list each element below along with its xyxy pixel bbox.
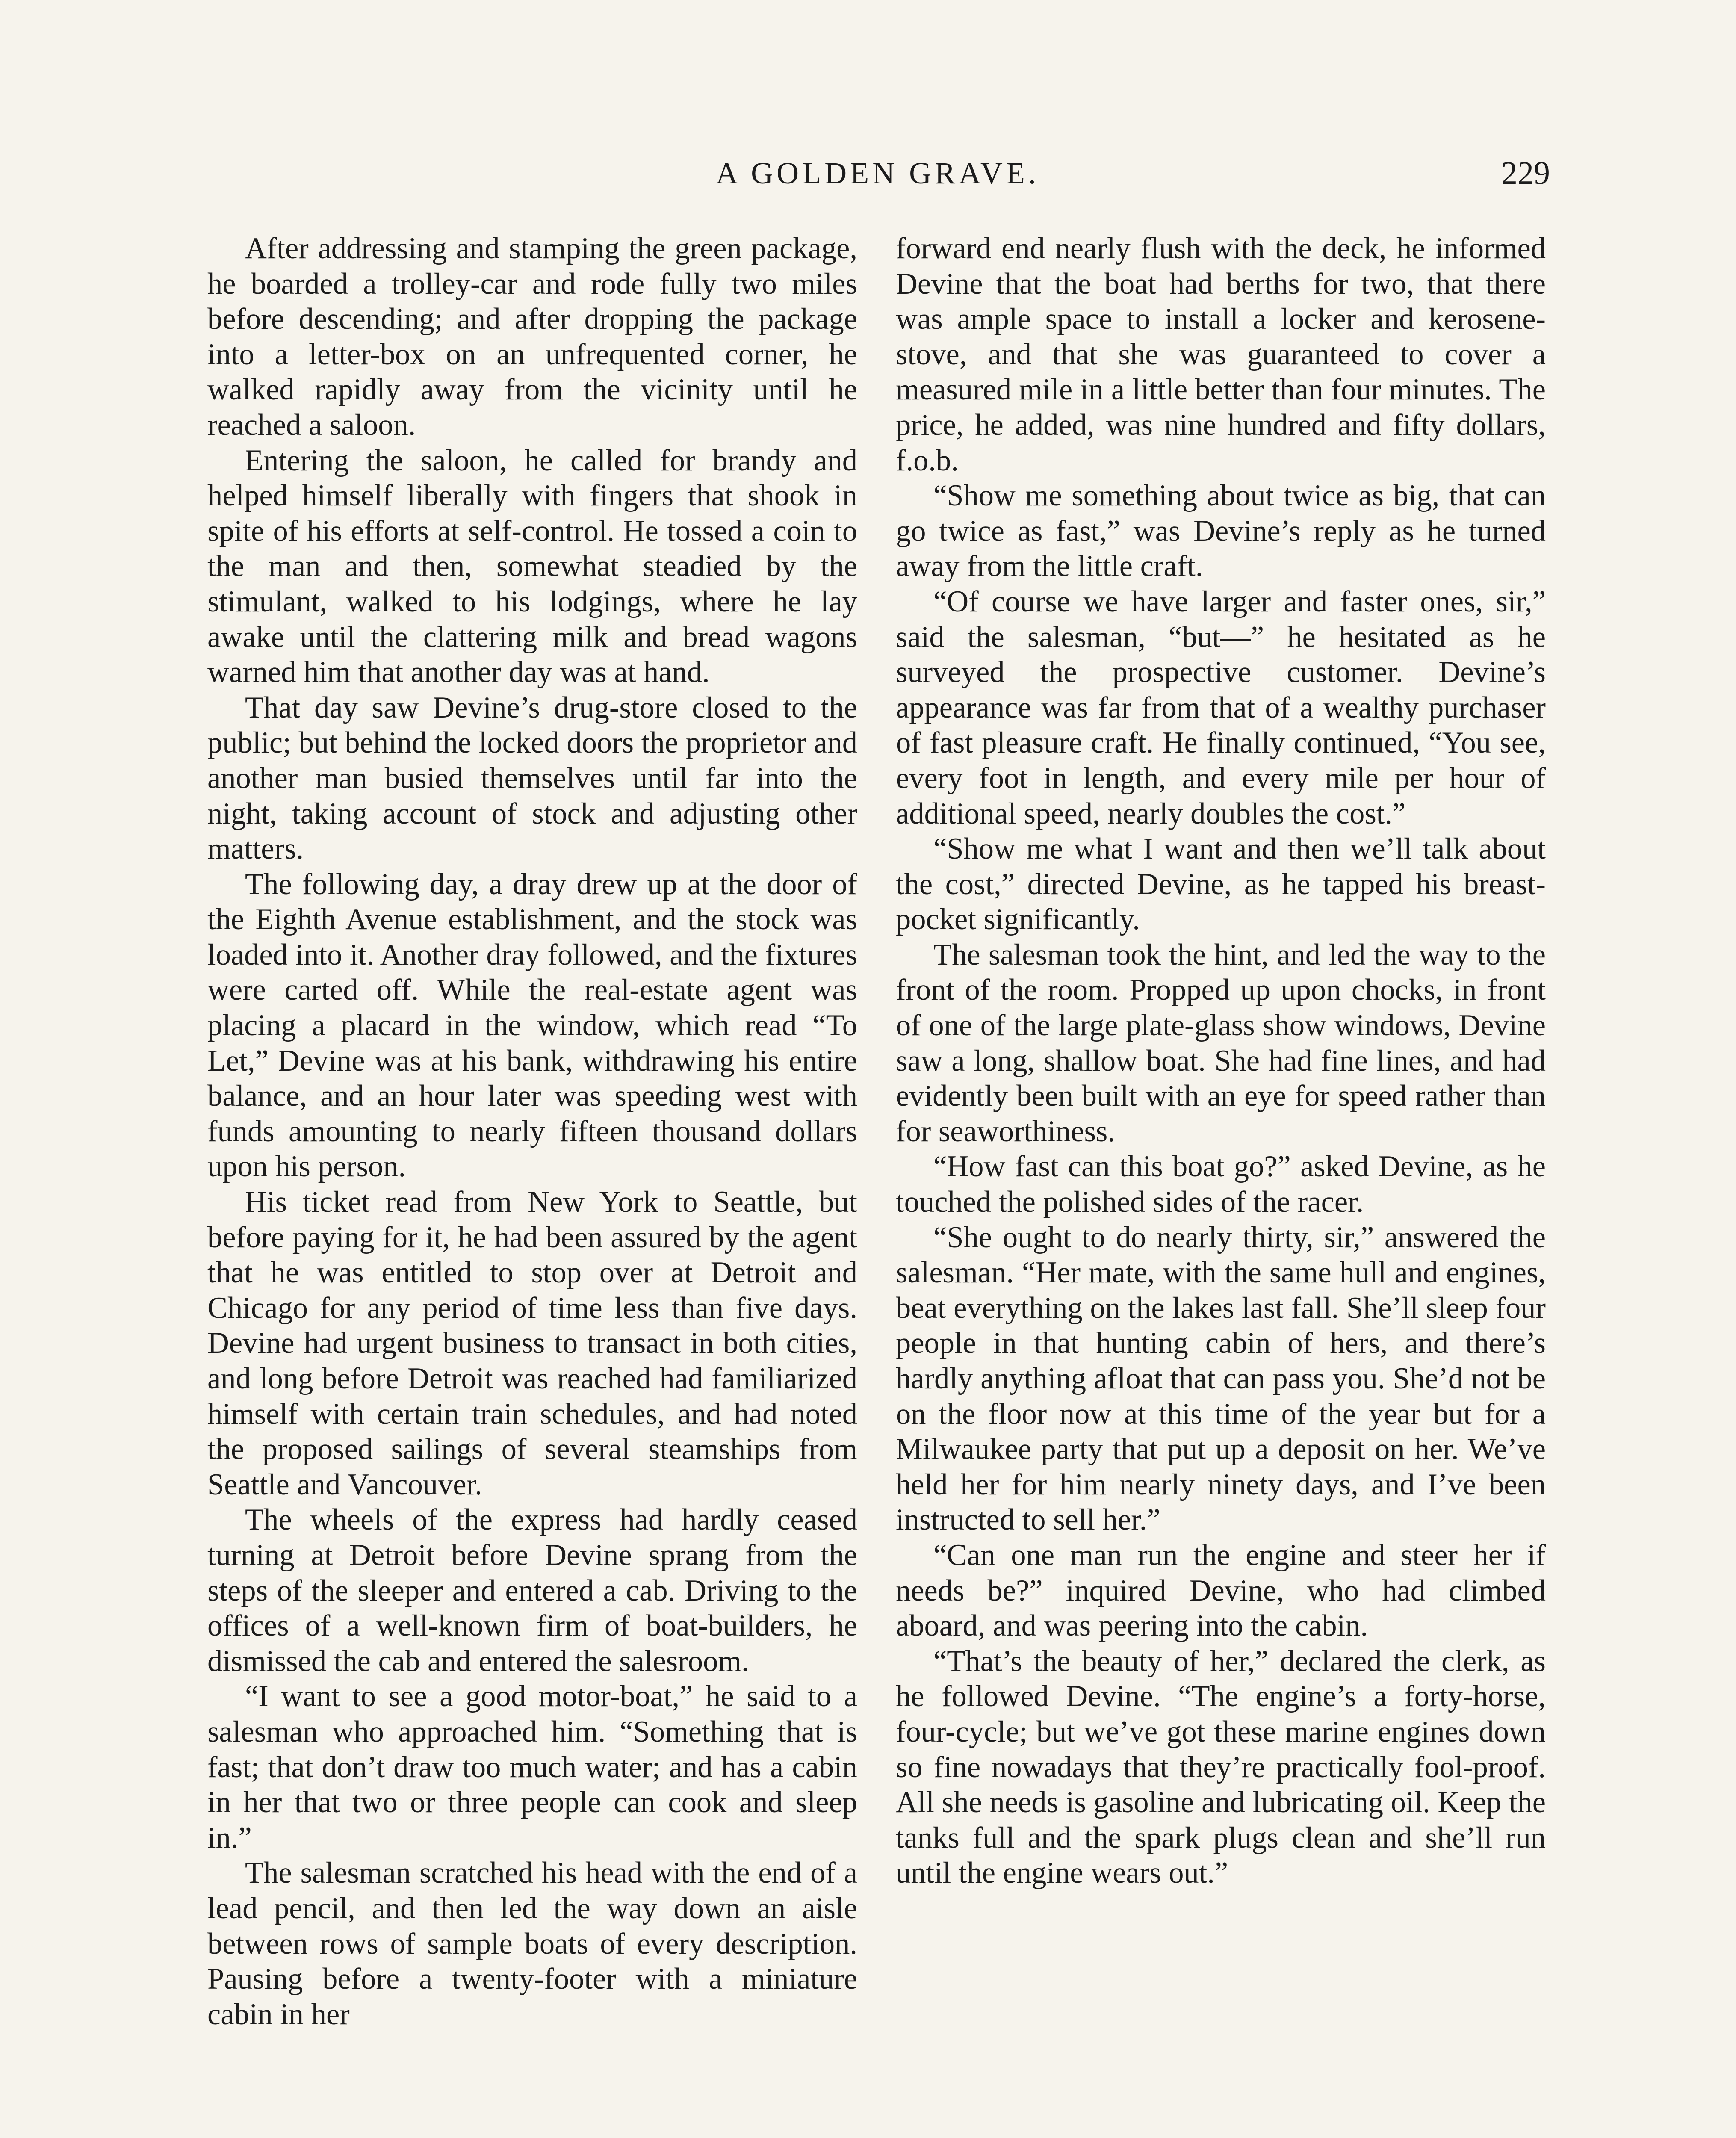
paragraph: “Show me what I want and then we’ll talk about the cost,” directed Devine, as he tapped his breast-pocket significantly. — [896, 832, 1546, 936]
paragraph: His ticket read from New York to Seattle, but before paying for it, he had been assured by the agent that he was entitled to stop over at Detroit and Chicago for any period of time less than five days. Devine had urgent business to transact in both cities, and long before Detroit was reached had familiarized himself with certain train schedules, and had noted the proposed sailings of several steamships from Seattle and Vancouver. — [207, 1185, 857, 1501]
paragraph: The salesman took the hint, and led the way to the front of the room. Propped up upon chocks, in front of one of the large plate-glass show windows, Devine saw a long, shallow boat. She had fine lines, and had evidently been built with an eye for speed rather than for seaworthiness. — [896, 938, 1546, 1148]
paragraph: “I want to see a good motor-boat,” he said to a salesman who approached him. “Something that is fast; that don’t draw too much water; and has a cabin in her that two or three people can cook and sleep in.” — [207, 1680, 857, 1855]
paragraph: The wheels of the express had hardly ceased turning at Detroit before Devine sprang from the steps of the sleeper and entered a cab. Driving to the offices of a well-known firm of boat-builders, he dismissed the cab and entered the salesroom. — [207, 1503, 857, 1678]
paragraph: Entering the saloon, he called for brandy and helped himself liberally with fingers that shook in spite of his efforts at self-control. He tossed a coin to the man and then, somewhat steadied by the stimulant, walked to his lodgings, where he lay awake until the clattering milk and bread wagons warned him that another day was at hand. — [207, 443, 857, 689]
paragraph: “Can one man run the engine and steer her if needs be?” inquired Devine, who had climbed aboard, and was peering into the cabin. — [896, 1538, 1546, 1643]
page-header — [205, 152, 1550, 195]
paragraph: “She ought to do nearly thirty, sir,” answered the salesman. “Her mate, with the same hull and engines, beat everything on the lakes last fall. She’ll sleep four people in that hunting cabin of hers, and there’s hardly anything afloat that can pass you. She’d not be on the floor now at this time of the year but for a Milwaukee party that put up a deposit on her. We’ve held her for him nearly ninety days, and I’ve been instructed to sell her.” — [896, 1220, 1546, 1537]
paragraph: “Show me something about twice as big, that can go twice as fast,” was Devine’s reply as he turned away from the little craft. — [896, 479, 1546, 583]
paragraph: “How fast can this boat go?” asked Devine, as he touched the polished sides of the racer. — [896, 1150, 1546, 1219]
text-column-right — [896, 231, 1546, 1891]
text-column-left — [207, 231, 857, 2032]
paragraph-continuation: forward end nearly flush with the deck, he informed Devine that the boat had berths for two, that there was ample space to install a locker and kerosene-stove, and that she was guaranteed to cover a measured mile in a little better than four minutes. The price, he added, was nine hundred and fifty dollars, f.o.b. — [896, 232, 1546, 477]
running-title: A GOLDEN GRAVE. — [716, 156, 1039, 190]
paragraph: “That’s the beauty of her,” declared the clerk, as he followed Devine. “The engine’s a forty-horse, four-cycle; but we’ve got these marine engines down so fine nowadays that they’re practically fool-proof. All she needs is gasoline and lubricating oil. Keep the tanks full and the spark plugs clean and she’ll run until the engine wears out.” — [896, 1644, 1546, 1890]
page-number: 229 — [1501, 155, 1550, 191]
paragraph: The salesman scratched his head with the end of a lead pencil, and then led the way down an aisle between rows of sample boats of every description. Pausing before a twenty-footer with a miniature cabin in her — [207, 1856, 857, 2031]
paragraph: After addressing and stamping the green package, he boarded a trolley-car and rode fully two miles before descending; and after dropping the package into a letter-box on an unfrequented corner, he walked rapidly away from the vicinity until he reached a saloon. — [207, 232, 857, 442]
paragraph: “Of course we have larger and faster ones, sir,” said the salesman, “but—” he hesitated as he surveyed the prospective customer. Devine’s appearance was far from that of a wealthy purchaser of fast pleasure craft. He finally continued, “You see, every foot in length, and every mile per hour of additional speed, nearly doubles the cost.” — [896, 585, 1546, 830]
paragraph: That day saw Devine’s drug-store closed to the public; but behind the locked doors the proprietor and another man busied themselves until far into the night, taking account of stock and adjusting other matters. — [207, 691, 857, 866]
paragraph: The following day, a dray drew up at the door of the Eighth Avenue establishment, and the stock was loaded into it. Another dray followed, and the fixtures were carted off. While the real-estate agent was placing a placard in the window, which read “To Let,” Devine was at his bank, withdrawing his entire balance, and an hour later was speeding west with funds amounting to nearly fifteen thousand dollars upon his person. — [207, 867, 857, 1184]
